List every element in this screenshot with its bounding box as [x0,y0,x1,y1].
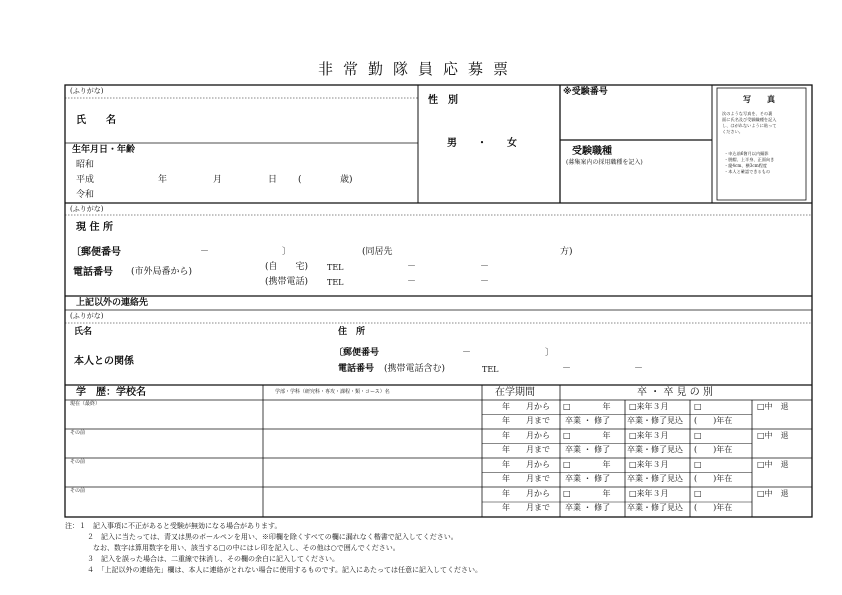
contact-phone-label: 電話番号 [338,364,375,374]
edu-header-dept: 学部・学科（研究科・専攻・課程・類・コース）名 [275,389,390,395]
birth-day-label: 日 [268,175,278,185]
birth-month-label: 月 [213,175,223,185]
age-label: 歳) [340,175,353,185]
cohabit-label: (同居先 [362,247,393,257]
note-1: 注：１ 記入事項に不正があると受験が無効になる場合があります。 [65,522,282,530]
mobile-phone-label: (携帯電話) [265,277,309,287]
edu-row-1-graduated-label: 卒業 ・ 修了 [565,445,611,454]
edu-row-3-graduated-checkbox: □ 年 [563,488,611,498]
edu-row-1-label: その前 [70,430,86,436]
home-phone-label: (自 宅) [265,262,309,272]
gender-label: 性 別 [428,95,458,106]
birth-year-label: 年 [158,175,168,185]
edu-row-0-expected-label: 卒業・修了見込 [627,416,683,425]
photo-instruction-2: 面に氏名及び受験職種を記入 [722,117,777,122]
name-furigana-label: (ふりがな) [70,87,104,95]
photo-instruction-1: 次のような写真を、その裏 [722,111,773,116]
edu-row-0-graduated-label: 卒業 ・ 修了 [565,416,611,425]
edu-row-3-graduated-label: 卒業 ・ 修了 [565,503,611,512]
name-label: 氏 名 [76,115,116,126]
form-title: 非常勤隊員応募票 [318,60,519,78]
birth-label: 生年月日・年齢 [72,145,136,155]
address-postal-label: 〔郵便番号 [71,247,121,258]
era-showa: 昭和 [76,160,95,170]
address-furigana-label: (ふりがな) [70,205,104,213]
gender-options: 男 ・ 女 [447,138,517,149]
address-postal-close: 〕 [282,247,292,257]
edu-header-period: 在学期間 [495,387,535,398]
edu-row-0-dropout-checkbox: □中 退 [757,401,789,411]
edu-row-2-expected-checkbox: □来年３月 [629,459,669,469]
edu-row-3-enrolled-checkbox: □ [694,488,702,498]
contact-postal-label: 〔郵便番号 [334,348,380,358]
photo-req-1: ・申込前6箇月以内撮影 [724,151,769,156]
job-label: 受験職種 [572,146,612,157]
edu-header-school: 学 歴：学校名 [76,387,146,398]
edu-row-2-enrolled-label: ( )年在 [694,474,733,483]
edu-row-3-expected-checkbox: □来年３月 [629,488,669,498]
contact-address-label: 住 所 [338,327,366,337]
edu-row-0-period-from: 年 月から [502,401,550,411]
note-4: ４ 「上記以外の連絡先」欄は、本人に連絡がとれない場合に使用するものです。記入にあたっては任意に記入してください。 [87,566,482,574]
edu-row-1-enrolled-checkbox: □ [694,430,702,440]
home-tel-dash-2: － [480,262,490,272]
edu-row-2-graduated-label: 卒業 ・ 修了 [565,474,611,483]
contact-phone-note: (携帯電話含む) [384,364,446,374]
address-phone-note: (市外局番から) [131,267,193,277]
photo-req-4: ・本人と確認できるもの [724,169,771,174]
edu-row-0-graduated-checkbox: □ 年 [563,401,611,411]
edu-row-0-period-to: 年 月まで [502,416,550,425]
contact-label: 上記以外の連絡先 [76,298,149,308]
edu-row-2-graduated-checkbox: □ 年 [563,459,611,469]
edu-row-2-label: その前 [70,459,86,465]
era-heisei: 平成 [76,175,95,185]
mobile-tel-label: TEL [327,278,344,287]
address-label: 現 住 所 [76,222,113,233]
edu-row-1-period-to: 年 月まで [502,445,550,454]
note-2: ２ 記入に当たっては、青又は黒のボールペンを用い、※印欄を除くすべての欄に漏れなく楷書で記入してください。 [87,533,458,541]
contact-postal-close: 〕 [545,348,555,358]
edu-header-status: 卒 ・ 卒 見 の 別 [637,387,713,398]
photo-title: 写 真 [743,95,775,104]
exam-number-label: ※受験番号 [563,87,608,97]
home-tel-dash-1: － [407,262,417,272]
edu-row-3-period-from: 年 月から [502,488,550,498]
mobile-tel-dash-1: － [407,277,417,287]
photo-instruction-4: ください。 [722,129,743,134]
age-open: ( [298,175,302,185]
edu-row-1-graduated-checkbox: □ 年 [563,430,611,440]
edu-row-0-expected-checkbox: □来年３月 [629,401,669,411]
contact-postal-dash: － [462,348,472,358]
contact-name-label: 氏名 [74,327,93,337]
edu-row-2-period-to: 年 月まで [502,474,550,483]
job-note: (募集案内の採用職種を記入) [566,159,643,166]
edu-row-3-period-to: 年 月まで [502,503,550,512]
edu-row-2-enrolled-checkbox: □ [694,459,702,469]
contact-furigana-label: (ふりがな) [70,312,104,320]
contact-tel-label: TEL [482,365,499,374]
era-reiwa: 令和 [76,190,95,200]
edu-row-2-period-from: 年 月から [502,459,550,469]
address-phone-label: 電話番号 [73,267,113,278]
note-2-cont: なお、数字は算用数字を用い、該当する□の中にはレ印を記入し、その他は○で囲んでください。 [93,544,400,552]
photo-req-3: ・縦4cm、横3cm程度 [724,163,768,168]
edu-row-3-dropout-checkbox: □中 退 [757,488,789,498]
edu-row-1-enrolled-label: ( )年在 [694,445,733,454]
edu-row-1-expected-label: 卒業・修了見込 [627,445,683,454]
edu-row-1-period-from: 年 月から [502,430,550,440]
edu-row-3-label: その前 [70,488,86,494]
edu-row-0-enrolled-checkbox: □ [694,401,702,411]
photo-instruction-3: し、はがれないように貼って [722,123,777,128]
edu-row-0-label: 現在（最終） [70,401,101,407]
edu-row-0-enrolled-label: ( )年在 [694,416,733,425]
contact-tel-dash-2: － [634,364,644,374]
photo-req-2: ・脱帽、上半身、正面向き [724,157,775,162]
edu-row-3-expected-label: 卒業・修了見込 [627,503,683,512]
edu-row-2-expected-label: 卒業・修了見込 [627,474,683,483]
contact-tel-dash-1: － [562,364,572,374]
edu-row-2-dropout-checkbox: □中 退 [757,459,789,469]
edu-row-1-dropout-checkbox: □中 退 [757,430,789,440]
cohabit-close: 方) [560,247,573,257]
contact-relation-label: 本人との関係 [74,356,134,367]
edu-row-3-enrolled-label: ( )年在 [694,503,733,512]
mobile-tel-dash-2: － [480,277,490,287]
edu-row-1-expected-checkbox: □来年３月 [629,430,669,440]
address-postal-dash: － [200,247,210,257]
note-3: ３ 記入を誤った場合は、二重線で抹消し、その欄の余白に記入してください。 [87,555,339,563]
home-tel-label: TEL [327,263,344,272]
